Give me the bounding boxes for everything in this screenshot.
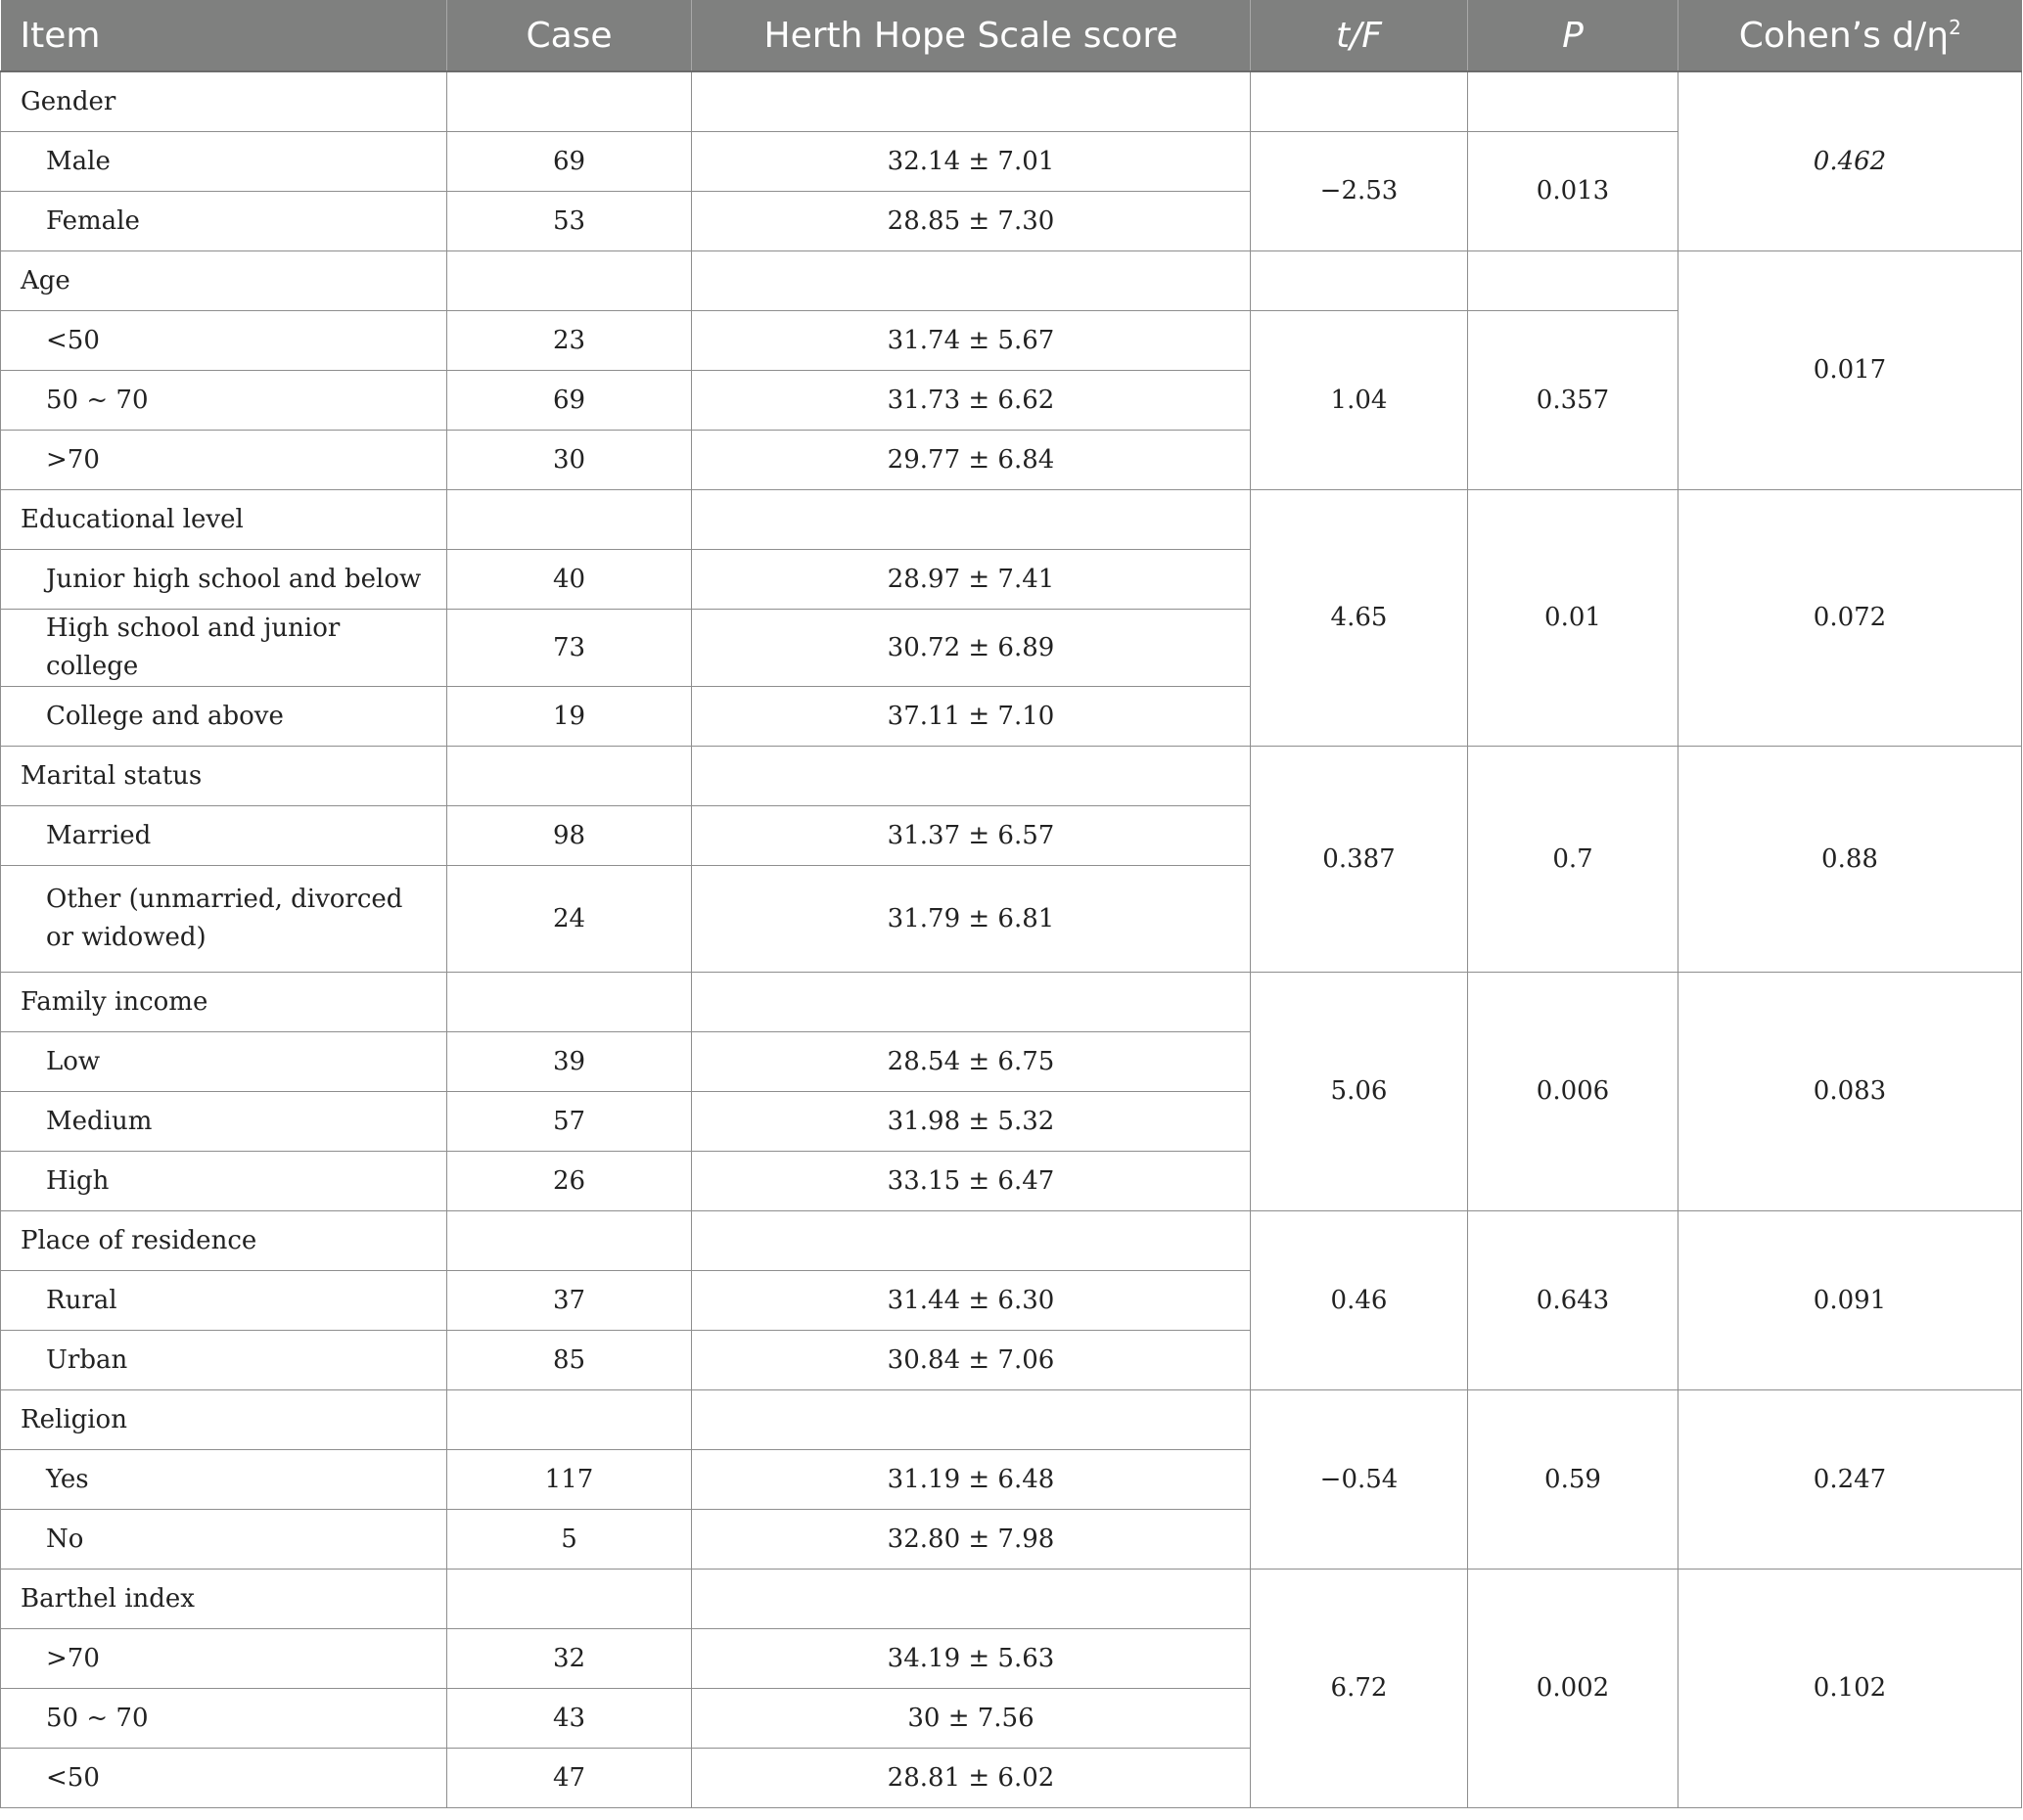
case-cell: 5 [447,1510,692,1570]
empty-cell [447,251,692,311]
group-label: Gender [1,71,447,132]
score-cell: 31.44 ± 6.30 [692,1271,1251,1331]
score-cell: 37.11 ± 7.10 [692,687,1251,747]
header-effect-size [1678,0,2022,71]
score-cell: 31.73 ± 6.62 [692,371,1251,431]
case-cell: 40 [447,550,692,610]
subitem-label: Low [1,1032,447,1092]
group-row-marital [1,747,2022,806]
subitem-label: Other (unmarried, divorced or widowed) [1,866,447,973]
empty-cell [1468,71,1678,132]
empty-cell [692,251,1251,311]
empty-cell [692,747,1251,806]
subitem-label: >70 [1,431,447,490]
t-f-cell: 0.387 [1251,747,1468,973]
score-cell: 33.15 ± 6.47 [692,1152,1251,1211]
header-score: Herth Hope Scale score [692,0,1251,71]
score-cell: 34.19 ± 5.63 [692,1629,1251,1689]
group-row-gender [1,71,2022,132]
group-label: Place of residence [1,1211,447,1271]
group-row-age [1,251,2022,311]
empty-cell [447,71,692,132]
effect-size-cell: 0.247 [1678,1390,2022,1570]
score-cell: 30.84 ± 7.06 [692,1331,1251,1390]
score-cell: 28.85 ± 7.30 [692,192,1251,251]
subitem-label: Rural [1,1271,447,1331]
subitem-label: 50 ~ 70 [1,371,447,431]
group-label: Family income [1,973,447,1032]
empty-cell [692,973,1251,1032]
empty-cell [692,1211,1251,1271]
effect-size-cell: 0.017 [1678,251,2022,490]
empty-cell [447,1390,692,1450]
empty-cell [447,973,692,1032]
group-label: Religion [1,1390,447,1450]
case-cell: 26 [447,1152,692,1211]
score-cell: 30.72 ± 6.89 [692,610,1251,687]
group-label: Age [1,251,447,311]
score-cell: 29.77 ± 6.84 [692,431,1251,490]
subitem-label: High school and junior college [1,610,447,687]
case-cell: 53 [447,192,692,251]
score-cell: 28.81 ± 6.02 [692,1749,1251,1808]
subitem-label: High [1,1152,447,1211]
case-cell: 69 [447,132,692,192]
group-row-education [1,490,2022,550]
subitem-label: <50 [1,1749,447,1808]
header-case: Case [447,0,692,71]
empty-cell [447,1211,692,1271]
t-f-cell: 6.72 [1251,1570,1468,1808]
score-cell: 31.98 ± 5.32 [692,1092,1251,1152]
empty-cell [1251,71,1468,132]
group-row-religion [1,1390,2022,1450]
header-row [1,0,2022,71]
header-item: Item [1,0,447,71]
p-cell: 0.643 [1468,1211,1678,1390]
subitem-label: College and above [1,687,447,747]
effect-size-cell: 0.102 [1678,1570,2022,1808]
score-cell: 31.37 ± 6.57 [692,806,1251,866]
p-cell: 0.002 [1468,1570,1678,1808]
group-label: Marital status [1,747,447,806]
t-f-cell: 4.65 [1251,490,1468,747]
effect-size-cell: 0.88 [1678,747,2022,973]
subitem-label: Medium [1,1092,447,1152]
p-cell: 0.006 [1468,973,1678,1211]
case-cell: 30 [447,431,692,490]
subitem-label: Yes [1,1450,447,1510]
effect-size-cell: 0.083 [1678,973,2022,1211]
case-cell: 47 [447,1749,692,1808]
case-cell: 43 [447,1689,692,1749]
header-effect-sup: 2 [1949,15,1961,39]
t-f-cell: −2.53 [1251,132,1468,251]
group-label: Barthel index [1,1570,447,1629]
t-f-cell: −0.54 [1251,1390,1468,1570]
case-cell: 117 [447,1450,692,1510]
case-cell: 39 [447,1032,692,1092]
case-cell: 57 [447,1092,692,1152]
subitem-label: 50 ~ 70 [1,1689,447,1749]
header-effect-text: Cohen’s d/η [1738,15,1950,56]
empty-cell [692,1570,1251,1629]
group-label: Educational level [1,490,447,550]
case-cell: 98 [447,806,692,866]
case-cell: 85 [447,1331,692,1390]
case-cell: 37 [447,1271,692,1331]
score-cell: 32.80 ± 7.98 [692,1510,1251,1570]
p-cell: 0.7 [1468,747,1678,973]
subitem-label: Male [1,132,447,192]
case-cell: 32 [447,1629,692,1689]
subitem-label: Urban [1,1331,447,1390]
score-cell: 31.74 ± 5.67 [692,311,1251,371]
effect-size-cell: 0.462 [1678,71,2022,251]
t-f-cell: 0.46 [1251,1211,1468,1390]
score-cell: 31.79 ± 6.81 [692,866,1251,973]
empty-cell [692,490,1251,550]
empty-cell [692,1390,1251,1450]
effect-size-cell: 0.072 [1678,490,2022,747]
effect-size-cell: 0.091 [1678,1211,2022,1390]
empty-cell [447,747,692,806]
group-row-income [1,973,2022,1032]
score-cell: 32.14 ± 7.01 [692,132,1251,192]
case-cell: 73 [447,610,692,687]
empty-cell [447,1570,692,1629]
score-cell: 28.54 ± 6.75 [692,1032,1251,1092]
t-f-cell: 1.04 [1251,311,1468,490]
header-t-f-text: t/F [1336,15,1382,56]
t-f-cell: 5.06 [1251,973,1468,1211]
case-cell: 23 [447,311,692,371]
empty-cell [1251,251,1468,311]
p-cell: 0.59 [1468,1390,1678,1570]
p-cell: 0.01 [1468,490,1678,747]
header-p [1468,0,1678,71]
case-cell: 69 [447,371,692,431]
group-row-barthel [1,1570,2022,1629]
p-cell: 0.357 [1468,311,1678,490]
score-cell: 31.19 ± 6.48 [692,1450,1251,1510]
group-row-residence [1,1211,2022,1271]
empty-cell [447,490,692,550]
subitem-label: No [1,1510,447,1570]
empty-cell [692,71,1251,132]
header-p-text: P [1562,15,1584,56]
p-cell: 0.013 [1468,132,1678,251]
subitem-label: <50 [1,311,447,371]
subitem-label: >70 [1,1629,447,1689]
header-t-f [1251,0,1468,71]
subitem-label: Married [1,806,447,866]
score-cell: 28.97 ± 7.41 [692,550,1251,610]
empty-cell [1468,251,1678,311]
subitem-label: Junior high school and below [1,550,447,610]
subitem-label: Female [1,192,447,251]
case-cell: 19 [447,687,692,747]
score-cell: 30 ± 7.56 [692,1689,1251,1749]
case-cell: 24 [447,866,692,973]
